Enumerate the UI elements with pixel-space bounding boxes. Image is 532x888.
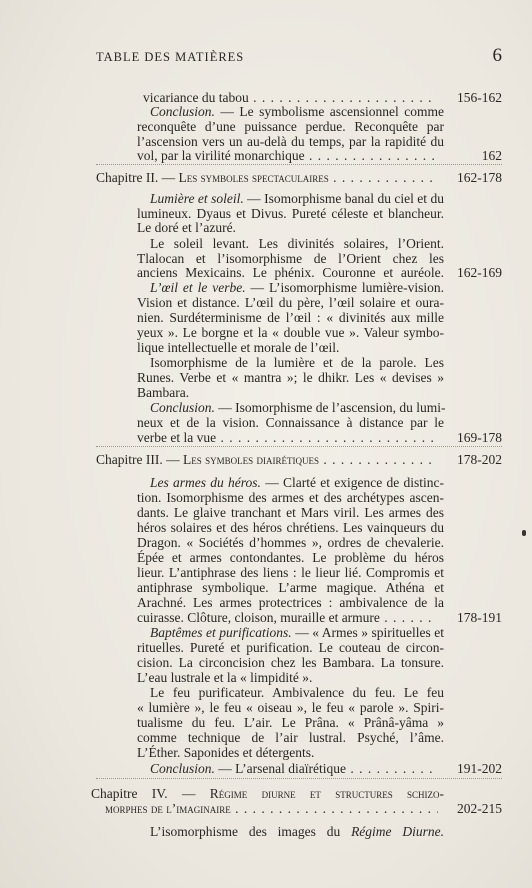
chapter-heading: Chapitre II. — Les symboles spectaculaires . . . (96, 170, 436, 185)
running-header (96, 45, 502, 68)
page-edge-mark (522, 530, 526, 536)
toc-line: L’isomorphisme des images du Régime Diurne. (150, 824, 444, 839)
toc-line: verbe et la vue . . . (137, 430, 437, 445)
toc-page-ref: 162-178 (457, 170, 502, 185)
toc-line: Épée et armes contondantes. Le problème du héros (137, 550, 444, 565)
toc-line: Le feu purificateur. Ambivalence du feu. Le feu (150, 685, 444, 700)
toc-page-ref: 162 (481, 148, 502, 163)
toc-page-ref: 191-202 (457, 761, 502, 776)
chapter-heading: Chapitre IV. — Régime diurne et structures schizo- (91, 786, 445, 801)
toc-line: antiphrase symbolique. L’arme magique. Athéna et (137, 580, 444, 595)
toc-line: anciens Mexicains. Le phénix. Couronne et auréole. (137, 265, 444, 280)
header-title: TABLE DES MATIÈRES (96, 50, 245, 64)
toc-line: comme technique de l’air lustral. Psyché, l’âme. (137, 730, 444, 745)
toc-line: yeux ». Le borgne et la « double vue ». Valeur symbo- (137, 325, 444, 340)
toc-line: L’œil et le verbe. — L’isomorphisme lumière-vision. (150, 280, 444, 295)
toc-line: rituelles. Pureté et purification. Le couteau de circon- (137, 640, 444, 655)
toc-line: neux et de la vision. Connaissance à distance par le (137, 415, 444, 430)
toc-page-ref: 202-215 (457, 801, 502, 816)
toc-line: Isomorphisme de la lumière et de la parole. Les (150, 355, 444, 370)
toc-line: nien. Surdéterminisme de l’œil : « divinités aux mille (137, 310, 444, 325)
toc-line: vol, par la virilité monarchique . . . (137, 148, 437, 163)
toc-line: Vision et distance. L’œil du père, l’œil solaire et oura- (137, 295, 444, 310)
toc-line: héros solaires et des héros chrétiens. Les vainqueurs du (137, 520, 444, 535)
chapter-heading: Chapitre III. — Les symboles diairétiques . . . (96, 452, 436, 467)
toc-line: lique intellectuelle et morale de l’œil. (137, 340, 340, 355)
toc-line: tion. Isomorphisme des armes et des archétypes ascen- (137, 490, 444, 505)
toc-line: Baptêmes et purifications. — « Armes » spirituelles et (150, 625, 445, 640)
toc-line: reconquête d’une puissance perdue. Reconquête par (137, 119, 444, 134)
toc-line: l’ascension vers un au-delà du temps, par la rapidité du (137, 134, 444, 149)
chapter-heading: morphes de l’imaginaire . . . (105, 801, 438, 816)
section-divider (96, 164, 502, 165)
toc-page-ref: 178-202 (457, 452, 502, 467)
toc-line: Le soleil levant. Les divinités solaires, l’Orient. (150, 236, 444, 251)
toc-line: Conclusion. — Le symbolisme ascensionnel comme (150, 104, 445, 119)
section-divider (96, 446, 502, 447)
section-divider (96, 778, 502, 779)
toc-line: Conclusion. — L’arsenal diaïrétique . . . (150, 761, 437, 776)
toc-line: L’Éther. Saponides et détergents. (137, 745, 315, 760)
toc-line: Les armes du héros. — Clarté et exigence de distinc- (150, 475, 444, 490)
toc-line: lieur. L’antiphrase des liens : le lieur lié. Compromis et (137, 565, 444, 580)
toc-line: dants. Le glaive tranchant et Mars viril. Les armes des (137, 505, 444, 520)
toc-line: vicariance du tabou . . . (143, 90, 433, 105)
page-number: 6 (492, 45, 502, 66)
toc-line: Dragon. « Sociétés d’hommes », ordres de chevalerie. (137, 535, 444, 550)
toc-line: lumineux. Dyaus et Divus. Pureté céleste et blancheur. (137, 206, 444, 221)
toc-line: cision. La circoncision chez les Bambara. La tonsure. (137, 655, 444, 670)
toc-line: tualisme du feu. L’air. Le Prâna. « Prânâ-yâma » (137, 715, 444, 730)
toc-line: Le doré et l’azuré. (137, 220, 236, 235)
toc-line: cuirasse. Clôture, cloison, muraille et armure . . . (137, 610, 437, 625)
toc-line: Tlalocan et l’isomorphisme de l’Orient chez les (137, 251, 444, 266)
toc-line: L’eau lustrale et la « limpidité ». (137, 670, 313, 685)
toc-page-ref: 169-178 (457, 430, 502, 445)
toc-page-ref: 162-169 (457, 265, 502, 280)
toc-page-ref: 156-162 (457, 90, 502, 105)
toc-line: Arachné. Les armes protectrices : ambivalence de la (137, 595, 444, 610)
toc-line: Lumière et soleil. — Isomorphisme banal du ciel et du (150, 191, 444, 206)
toc-line: « lumière », le feu « oiseau », le feu « parole ». Spiri- (137, 700, 444, 715)
toc-line: Bambara. (137, 385, 190, 400)
toc-line: Conclusion. — Isomorphisme de l’ascension, du lumi- (150, 400, 446, 415)
toc-line: Runes. Verbe et « mantra »; le dhikr. Les « devises » (137, 370, 444, 385)
toc-page-ref: 178-191 (457, 610, 502, 625)
